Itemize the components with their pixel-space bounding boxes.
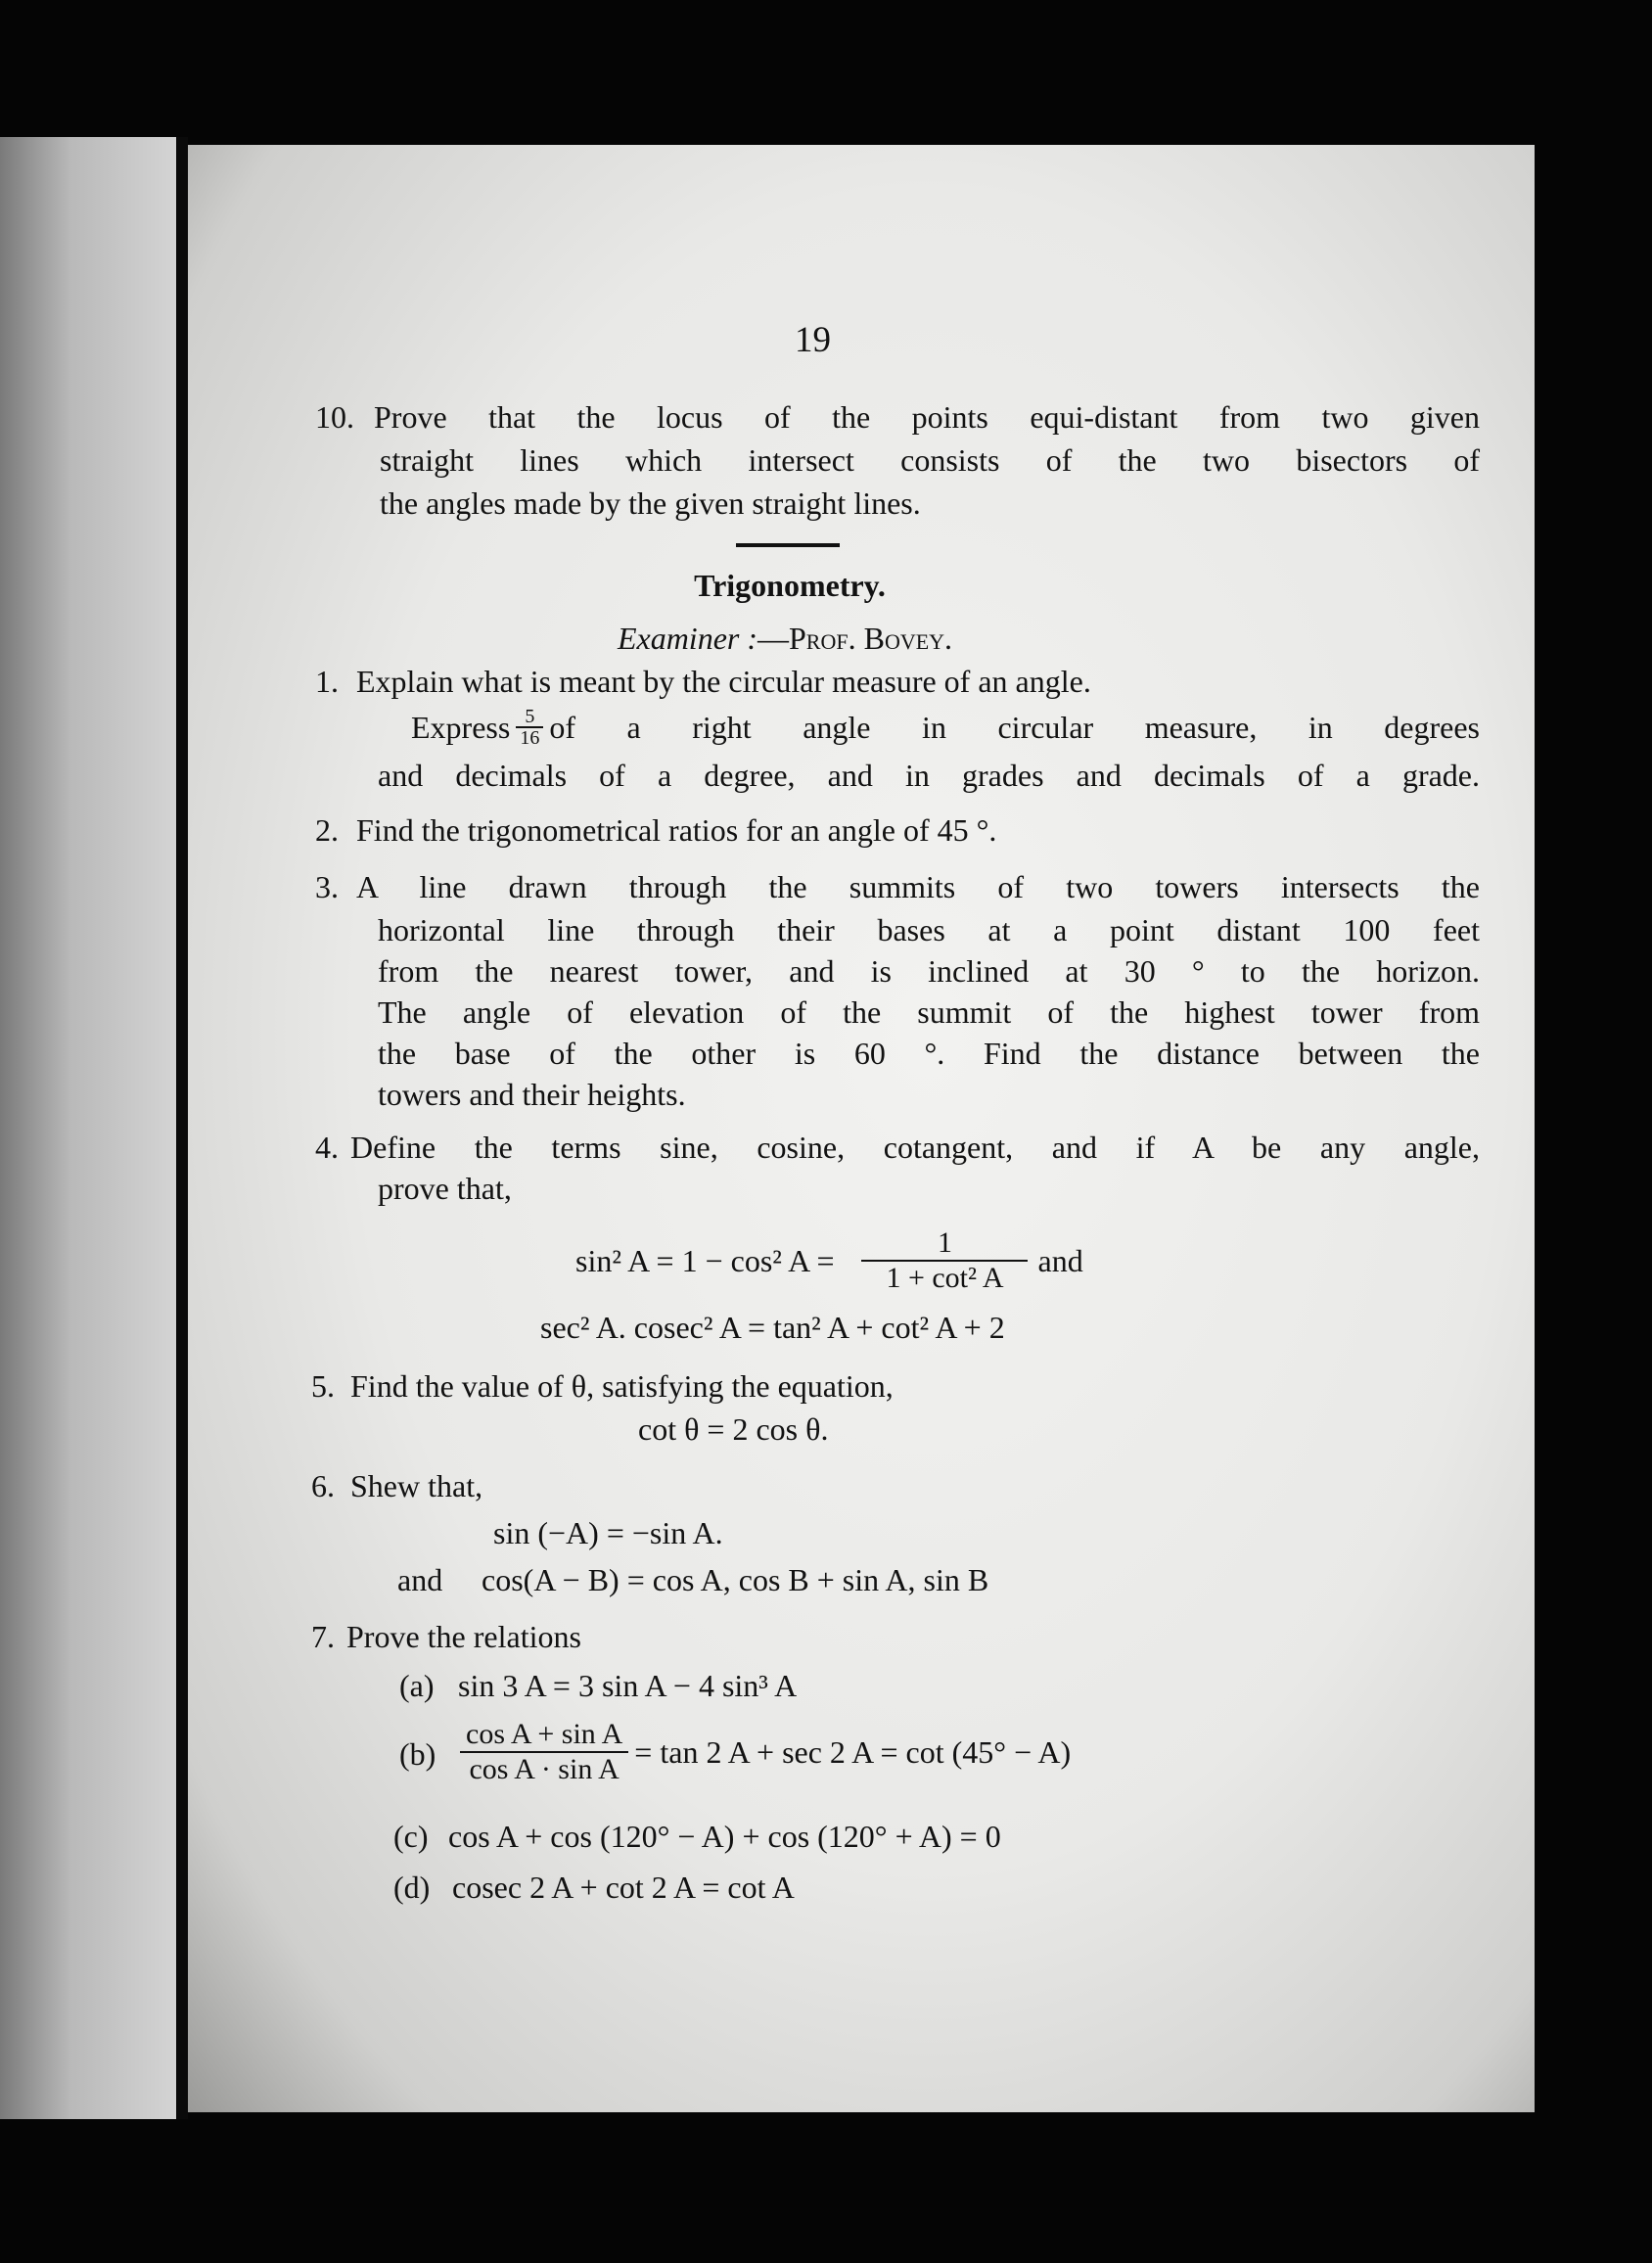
q7b-numerator: cos A + sin A — [460, 1718, 628, 1753]
q10-line-1: Prove that the locus of the points equi-distant from two given — [374, 399, 1480, 435]
q4-eq1-denominator: 1 + cot² A — [886, 1262, 1004, 1294]
q6-number: 6. — [311, 1468, 335, 1503]
q7b-fraction — [460, 1718, 628, 1786]
q7b-label: (b) — [399, 1736, 436, 1772]
examiner-line — [511, 619, 1059, 658]
q7c-equation: cos A + cos (120° − A) + cos (120° + A) = 0 — [448, 1819, 1001, 1854]
q3-line-5: the base of the other is 60 °. Find the distance between the — [378, 1036, 1480, 1071]
section-title: Trigonometry. — [694, 568, 886, 603]
q6-and: and — [397, 1562, 443, 1597]
q4-line-2: prove that, — [378, 1171, 512, 1206]
q7c-label: (c) — [393, 1819, 429, 1854]
q7a-equation: sin 3 A = 3 sin A − 4 sin³ A — [458, 1668, 798, 1703]
q1-fraction — [516, 707, 543, 748]
q3-line-3: from the nearest tower, and is inclined at 30 ° to the horizon. — [378, 953, 1480, 989]
q10-line-3: the angles made by the given straight lines. — [380, 485, 921, 521]
q4-equation-1 — [575, 1222, 1083, 1300]
q10-number: 10. — [315, 399, 354, 435]
q1-fraction-numerator: 5 — [516, 707, 543, 728]
q1-express: Express — [411, 710, 511, 745]
book-spine — [176, 137, 188, 2119]
q4-number: 4. — [315, 1130, 339, 1165]
q4-eq1-numerator: 1 — [861, 1226, 1028, 1262]
q6-equation-1: sin (−A) = −sin A. — [493, 1515, 723, 1550]
q2-text: Find the trigonometrical ratios for an angle of 45 °. — [356, 812, 997, 848]
q7d-label: (d) — [393, 1870, 431, 1905]
q5-text: Find the value of θ, satisfying the equation, — [350, 1368, 894, 1404]
q7b-equation — [460, 1709, 1071, 1795]
q4-eq1-left: sin² A = 1 − cos² A = — [575, 1243, 835, 1278]
q4-eq1-and: and — [1037, 1243, 1083, 1278]
q7b-denominator: cos A · sin A — [469, 1753, 620, 1785]
q3-line-6: towers and their heights. — [378, 1077, 686, 1112]
q3-line-1: A line drawn through the summits of two towers intersects the — [356, 869, 1480, 904]
q7b-rest: = tan 2 A + sec 2 A = cot (45° − A) — [634, 1734, 1072, 1770]
q2-number: 2. — [315, 812, 339, 848]
q4-equation-2: sec² A. cosec² A = tan² A + cot² A + 2 — [540, 1310, 1005, 1345]
q1-line-1: Explain what is meant by the circular measure of an angle. — [356, 664, 1091, 699]
q1-line-2-rest: of a right angle in circular measure, in degrees — [549, 710, 1480, 745]
examiner-name: —Prof. Bovey. — [757, 621, 953, 656]
q1-fraction-denominator: 16 — [520, 727, 540, 749]
q3-line-4: The angle of elevation of the summit of the highest tower from — [378, 994, 1480, 1030]
q10-line-2: straight lines which intersect consists of the two bisectors of — [380, 442, 1480, 478]
q5-number: 5. — [311, 1368, 335, 1404]
q3-line-2: horizontal line through their bases at a point distant 100 feet — [378, 912, 1480, 947]
q4-eq1-fraction — [861, 1226, 1028, 1295]
q7d-equation: cosec 2 A + cot 2 A = cot A — [452, 1870, 795, 1905]
q1-line-2 — [411, 707, 1480, 748]
q1-line-3: and decimals of a degree, and in grades and decimals of a grade. — [378, 758, 1480, 793]
document-page — [188, 145, 1535, 2112]
examiner-label: Examiner : — [617, 621, 757, 656]
q4-line-1: Define the terms sine, cosine, cotangent, and if A be any angle, — [350, 1130, 1480, 1165]
q7a-label: (a) — [399, 1668, 435, 1703]
q7-number: 7. — [311, 1619, 335, 1654]
q5-equation: cot θ = 2 cos θ. — [638, 1411, 829, 1447]
q6-equation-2: cos(A − B) = cos A, cos B + sin A, sin B — [482, 1562, 989, 1597]
q1-number: 1. — [315, 664, 339, 699]
section-divider — [736, 543, 840, 547]
q6-text: Shew that, — [350, 1468, 483, 1503]
q7-text: Prove the relations — [346, 1619, 581, 1654]
q3-number: 3. — [315, 869, 339, 904]
page-number: 19 — [795, 320, 831, 360]
facing-page-edge — [0, 137, 176, 2119]
